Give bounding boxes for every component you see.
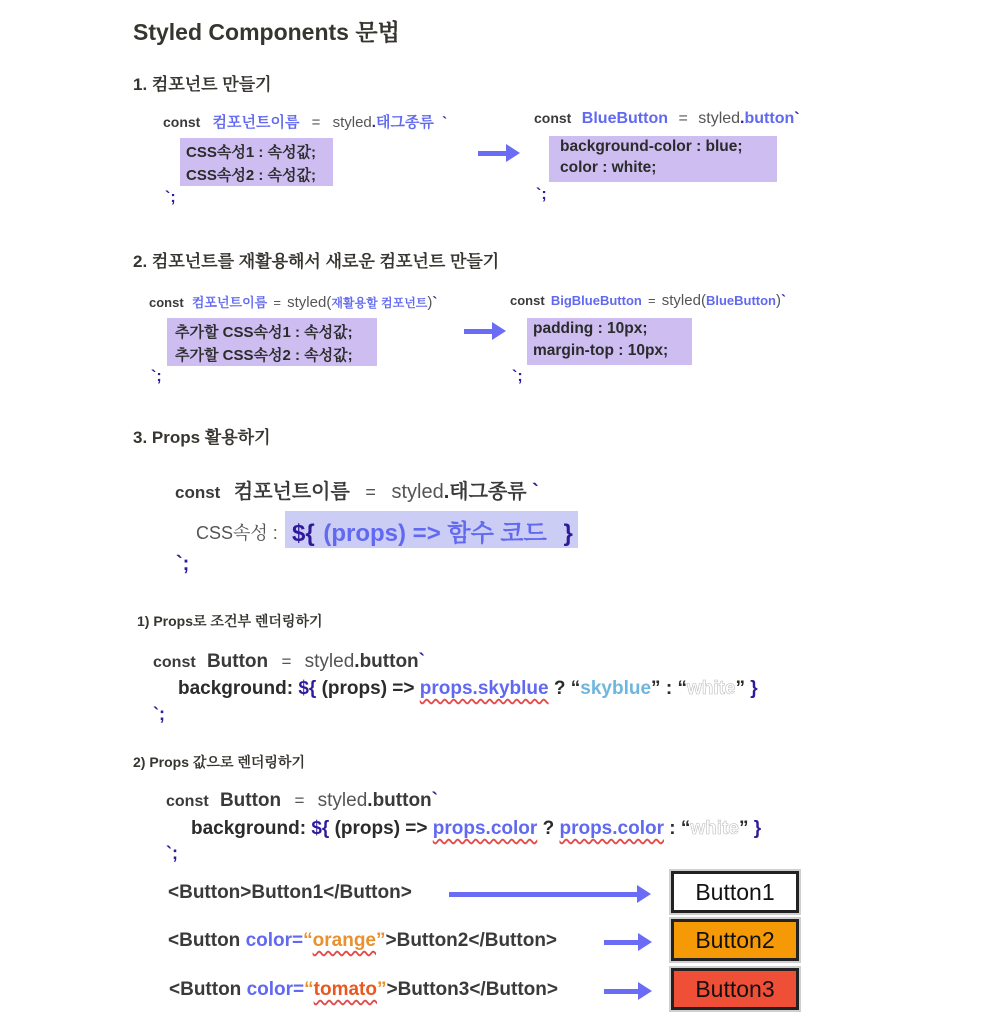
styled-word: styled( bbox=[661, 292, 706, 309]
close-quote: ” bbox=[738, 818, 749, 839]
s3-expression bbox=[292, 513, 573, 548]
section-2-heading: 2. 컴포넌트를 재활용해서 새로운 컴포넌트 만들기 bbox=[133, 252, 500, 271]
equals-sign: = bbox=[281, 652, 292, 671]
closing-backtick: `; bbox=[536, 186, 547, 203]
rendered-button-3 bbox=[671, 968, 799, 1010]
arrow-right-icon bbox=[464, 329, 494, 334]
css-line-1: padding : 10px; bbox=[533, 320, 648, 337]
css-property: background: bbox=[178, 678, 294, 699]
component-name: 컴포넌트이름 bbox=[212, 114, 300, 131]
open-quote: “ bbox=[303, 930, 313, 951]
css-property: CSS속성 : bbox=[196, 523, 278, 543]
backtick: ` bbox=[418, 651, 425, 672]
const-keyword: const bbox=[153, 654, 196, 671]
page-title: Styled Components 문법 bbox=[133, 19, 400, 45]
css-line-2: CSS속성2 : 속성값; bbox=[186, 167, 316, 184]
tag-open: <Button bbox=[168, 930, 246, 951]
base-component: BlueButton bbox=[705, 293, 776, 308]
true-value: props.color bbox=[559, 818, 664, 839]
template-open: ${ bbox=[298, 678, 317, 699]
styled-word: styled bbox=[698, 110, 741, 127]
tag-name: 태그종류 bbox=[449, 481, 527, 503]
open-quote: “ bbox=[570, 678, 581, 699]
subsection-1-heading: 1) Props로 조건부 렌더링하기 bbox=[137, 613, 323, 629]
const-keyword: const bbox=[510, 293, 545, 308]
close-quote: ” bbox=[651, 678, 661, 699]
close-paren: ) bbox=[427, 294, 433, 311]
const-keyword: const bbox=[534, 110, 572, 126]
open-quote: “ bbox=[304, 979, 314, 1000]
dot: . bbox=[371, 114, 376, 131]
s1-right-declaration bbox=[534, 110, 800, 128]
css-line-2: margin-top : 10px; bbox=[533, 342, 669, 359]
component-name: Button bbox=[219, 790, 282, 811]
question-mark: ? bbox=[542, 818, 555, 839]
base-component: 재활용할 컴포넌트 bbox=[331, 296, 428, 310]
section-3-heading: 3. Props 활용하기 bbox=[133, 428, 271, 447]
false-value: white bbox=[686, 678, 736, 699]
styled-word: styled bbox=[317, 790, 368, 811]
closing-backtick: `; bbox=[166, 843, 178, 863]
equals-sign: = bbox=[273, 295, 281, 310]
attr-name: color= bbox=[245, 930, 304, 951]
closing-backtick: `; bbox=[153, 704, 165, 724]
tag-name: 태그종류 bbox=[375, 114, 434, 131]
s3a-background-line bbox=[178, 678, 758, 700]
css-line-2: 추가할 CSS속성2 : 속성값; bbox=[175, 347, 353, 364]
false-value: white bbox=[690, 818, 739, 839]
condition: props.skyblue bbox=[419, 678, 549, 699]
equals-sign: = bbox=[365, 482, 376, 502]
tag-open: <Button bbox=[169, 979, 247, 1000]
attr-name: color= bbox=[246, 979, 305, 1000]
props-params: (props) => bbox=[321, 678, 415, 699]
true-value: skyblue bbox=[580, 678, 652, 699]
s3-declaration bbox=[175, 475, 539, 504]
styled-word: styled bbox=[391, 481, 444, 503]
component-name: BlueButton bbox=[581, 110, 668, 127]
styled-word: styled bbox=[332, 114, 372, 131]
backtick: ` bbox=[431, 790, 438, 811]
const-keyword: const bbox=[166, 793, 209, 810]
rendered-button-1 bbox=[671, 871, 799, 913]
tag-name: button bbox=[372, 790, 432, 811]
dot: . bbox=[740, 110, 745, 127]
props-params: (props) => bbox=[334, 818, 428, 839]
rendered-button-label: Button3 bbox=[695, 975, 775, 1002]
tag-name: button bbox=[744, 110, 795, 127]
s1-left-declaration bbox=[163, 111, 447, 132]
example-2-code bbox=[168, 930, 557, 952]
backtick: ` bbox=[794, 110, 800, 127]
open-quote: “ bbox=[677, 678, 687, 699]
close-paren: ) bbox=[776, 292, 781, 309]
component-name: 컴포넌트이름 bbox=[191, 295, 268, 310]
closing-backtick: `; bbox=[512, 368, 523, 385]
dot: . bbox=[367, 790, 373, 811]
css-property: background: bbox=[191, 818, 307, 839]
backtick: ` bbox=[432, 294, 438, 311]
template-close: } bbox=[753, 818, 762, 839]
attr-value: orange bbox=[312, 930, 376, 951]
styled-word: styled bbox=[304, 651, 355, 672]
css-line-1: 추가할 CSS속성1 : 속성값; bbox=[175, 324, 353, 341]
css-line-2: color : white; bbox=[560, 159, 657, 176]
s3a-declaration bbox=[153, 651, 425, 673]
closing-backtick: `; bbox=[151, 368, 162, 385]
template-open: ${ bbox=[311, 818, 330, 839]
s2-right-declaration bbox=[510, 292, 786, 309]
const-keyword: const bbox=[149, 295, 184, 310]
rendered-button-label: Button2 bbox=[695, 926, 775, 953]
tag-name: button bbox=[359, 651, 419, 672]
close-quote: ” bbox=[735, 678, 745, 699]
arrow-function: (props) => 함수 코드 bbox=[323, 520, 547, 547]
example-1-code: <Button>Button1</Button> bbox=[168, 882, 412, 903]
closing-backtick: `; bbox=[165, 189, 176, 206]
css-line-1: background-color : blue; bbox=[560, 138, 743, 155]
s3b-declaration bbox=[166, 790, 438, 812]
dot: . bbox=[443, 481, 450, 503]
closing-backtick: `; bbox=[176, 553, 190, 575]
colon: : bbox=[665, 678, 673, 699]
styled-word: styled( bbox=[287, 294, 332, 311]
tag-rest: >Button2</Button> bbox=[385, 930, 558, 951]
backtick: ` bbox=[781, 292, 786, 309]
example-3-code bbox=[169, 979, 558, 1001]
template-close: } bbox=[750, 678, 758, 699]
rendered-button-label: Button1 bbox=[695, 878, 775, 905]
section-1-heading: 1. 컴포넌트 만들기 bbox=[133, 75, 272, 94]
colon: : bbox=[669, 818, 676, 839]
backtick: ` bbox=[442, 114, 448, 131]
equals-sign: = bbox=[678, 110, 688, 127]
dot: . bbox=[354, 651, 360, 672]
backtick: ` bbox=[532, 481, 539, 503]
component-name: 컴포넌트이름 bbox=[233, 481, 350, 503]
arrow-right-icon bbox=[604, 989, 640, 994]
s3b-background-line bbox=[191, 818, 761, 840]
const-keyword: const bbox=[175, 483, 221, 502]
template-close: } bbox=[563, 520, 573, 547]
condition: props.color bbox=[432, 818, 538, 839]
attr-value: tomato bbox=[313, 979, 377, 1000]
open-quote: “ bbox=[680, 818, 691, 839]
template-open: ${ bbox=[292, 520, 315, 547]
const-keyword: const bbox=[163, 114, 201, 130]
s2-left-declaration bbox=[149, 292, 437, 311]
arrow-right-icon bbox=[478, 151, 508, 156]
close-quote: ” bbox=[376, 930, 386, 951]
equals-sign: = bbox=[648, 293, 656, 308]
equals-sign: = bbox=[311, 114, 321, 131]
tag-rest: >Button3</Button> bbox=[386, 979, 558, 1000]
question-mark: ? bbox=[553, 678, 566, 699]
component-name: BigBlueButton bbox=[550, 293, 642, 308]
arrow-right-icon bbox=[604, 940, 640, 945]
arrow-right-icon bbox=[449, 892, 639, 897]
equals-sign: = bbox=[294, 791, 305, 810]
close-quote: ” bbox=[376, 979, 387, 1000]
subsection-2-heading: 2) Props 값으로 렌더링하기 bbox=[133, 754, 305, 770]
component-name: Button bbox=[206, 651, 269, 672]
css-line-1: CSS속성1 : 속성값; bbox=[186, 144, 316, 161]
rendered-button-2 bbox=[671, 919, 799, 961]
